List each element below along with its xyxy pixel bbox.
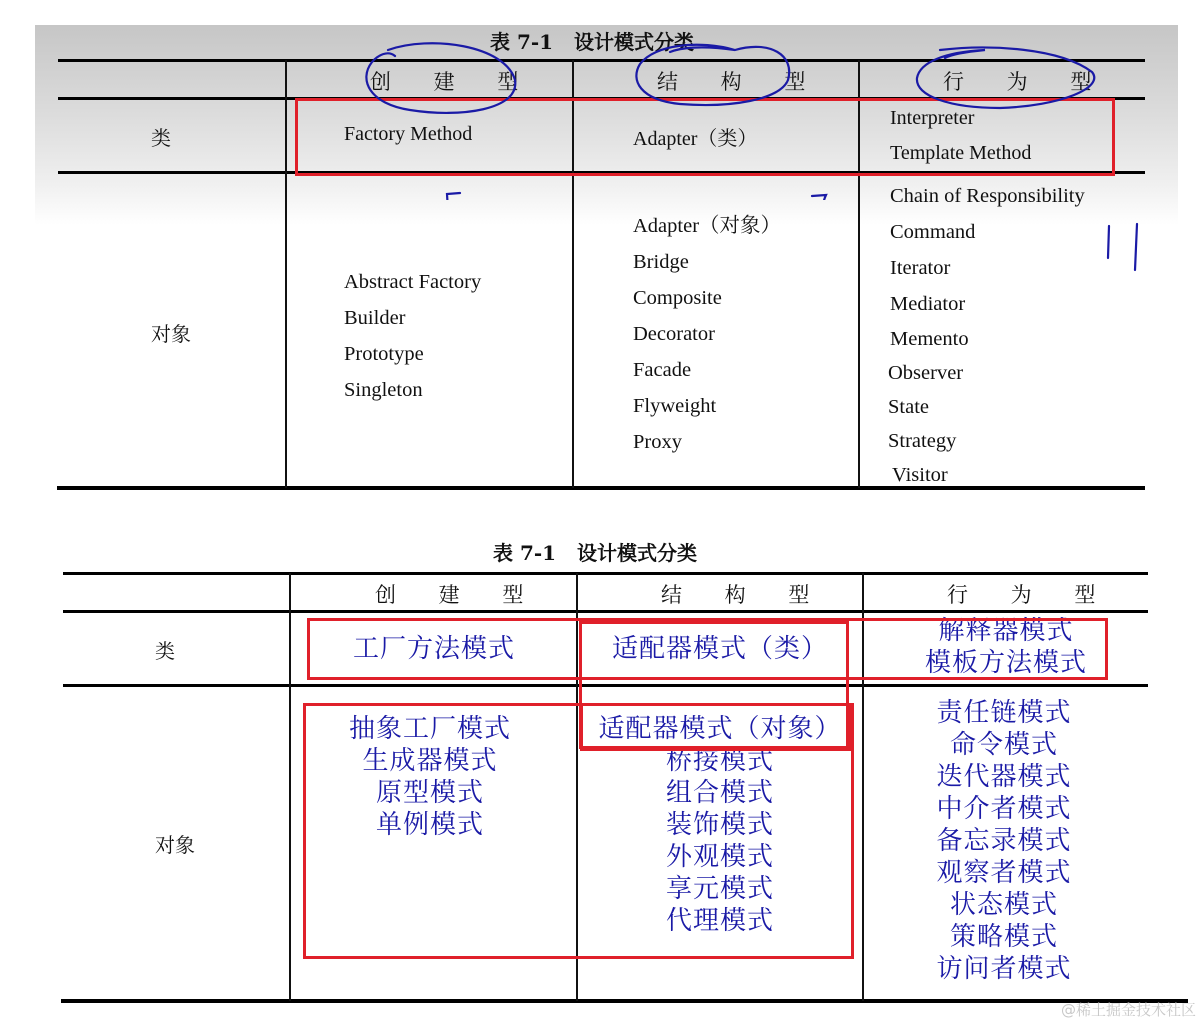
top-header-structural: 结 构 型 — [657, 70, 824, 94]
bottom-class-creational — [292, 633, 576, 665]
list-item: 抽象工厂模式 — [348, 714, 511, 744]
bottom-header-creational: 创 建 型 — [375, 583, 542, 607]
top-row-label-class: 类 — [151, 126, 171, 150]
list-item: Command — [890, 221, 976, 243]
top-object-behavioral-list — [888, 178, 1085, 492]
top-col-divider-1 — [285, 60, 287, 488]
bottom-rule-2 — [63, 610, 1148, 613]
top-row-label-object: 对象 — [151, 322, 191, 346]
list-item: Facade — [633, 359, 692, 381]
bottom-header-behavioral: 行 为 型 — [947, 583, 1114, 607]
top-col-divider-2 — [572, 60, 574, 488]
top-object-creational-list — [344, 264, 481, 408]
list-item: 备忘录模式 — [936, 826, 1072, 856]
list-item: Visitor — [892, 464, 948, 486]
list-item: Strategy — [888, 430, 957, 452]
list-item: Adapter（对象） — [633, 215, 782, 237]
top-rule-2 — [58, 97, 1145, 100]
list-item: 单例模式 — [375, 810, 484, 840]
list-item: Iterator — [890, 257, 951, 279]
list-item: Bridge — [633, 251, 689, 273]
list-item: 原型模式 — [375, 778, 484, 808]
top-col-divider-3 — [858, 60, 860, 488]
top-table-caption: 表 7-1 设计模式分类 — [490, 30, 694, 54]
list-item: Mediator — [890, 293, 966, 315]
bottom-rule-1 — [63, 572, 1148, 575]
bottom-table-caption: 表 7-1 设计模式分类 — [493, 541, 697, 565]
list-item: Abstract Factory — [344, 271, 482, 293]
list-item: Proxy — [633, 431, 682, 453]
list-item: 中介者模式 — [936, 794, 1072, 824]
bottom-rule-bottom — [61, 999, 1188, 1003]
list-item: 命令模式 — [949, 730, 1058, 760]
list-item: 享元模式 — [665, 874, 774, 904]
list-item: 适配器模式（类） — [611, 634, 828, 664]
top-class-behavioral-2: Template Method — [890, 142, 1032, 164]
list-item: 责任链模式 — [936, 698, 1072, 728]
list-item: 策略模式 — [949, 922, 1058, 952]
top-header-behavioral: 行 为 型 — [943, 70, 1110, 94]
list-item: 生成器模式 — [362, 746, 498, 776]
list-item: 观察者模式 — [936, 858, 1072, 888]
bottom-class-structural — [578, 633, 862, 665]
bottom-row-label-object: 对象 — [155, 833, 195, 857]
list-item: Composite — [633, 287, 722, 309]
list-item: 代理模式 — [665, 906, 774, 936]
top-class-behavioral-1: Interpreter — [890, 107, 975, 129]
top-class-creational: Factory Method — [344, 123, 473, 145]
list-item: 桥接模式 — [665, 746, 774, 776]
top-rule-1 — [58, 59, 1145, 62]
list-item: 工厂方法模式 — [352, 634, 515, 664]
bottom-class-behavioral — [864, 615, 1148, 679]
bottom-rule-3 — [63, 684, 1148, 687]
bottom-col-divider-1 — [289, 573, 291, 1001]
list-item: Memento — [890, 328, 969, 350]
top-rule-3 — [58, 171, 1145, 174]
bottom-object-structural-list — [578, 713, 862, 937]
bottom-header-structural: 结 构 型 — [661, 583, 828, 607]
list-item: Builder — [344, 307, 406, 329]
list-item: Prototype — [344, 343, 424, 365]
list-item: 适配器模式（对象） — [598, 714, 842, 744]
top-header-creational: 创 建 型 — [370, 70, 537, 94]
list-item: Flyweight — [633, 395, 717, 417]
top-object-structural-list — [633, 208, 781, 460]
list-item: 装饰模式 — [665, 810, 774, 840]
bottom-row-label-class: 类 — [155, 639, 175, 663]
list-item: 外观模式 — [665, 842, 774, 872]
list-item: Chain of Responsibility — [890, 185, 1085, 207]
list-item: Decorator — [633, 323, 715, 345]
list-item: Singleton — [344, 379, 423, 401]
watermark: @稀土掘金技术社区 — [1060, 1001, 1196, 1019]
list-item: 解释器模式 — [938, 616, 1074, 646]
bottom-object-creational-list — [292, 713, 568, 841]
list-item: 组合模式 — [665, 778, 774, 808]
list-item: 访问者模式 — [936, 954, 1072, 984]
top-class-structural: Adapter（类） — [633, 128, 758, 150]
list-item: Observer — [888, 362, 964, 384]
list-item: 模板方法模式 — [924, 648, 1087, 678]
list-item: 状态模式 — [949, 890, 1058, 920]
list-item: 迭代器模式 — [936, 762, 1072, 792]
list-item: State — [888, 396, 929, 418]
bottom-object-behavioral-list — [864, 697, 1144, 985]
